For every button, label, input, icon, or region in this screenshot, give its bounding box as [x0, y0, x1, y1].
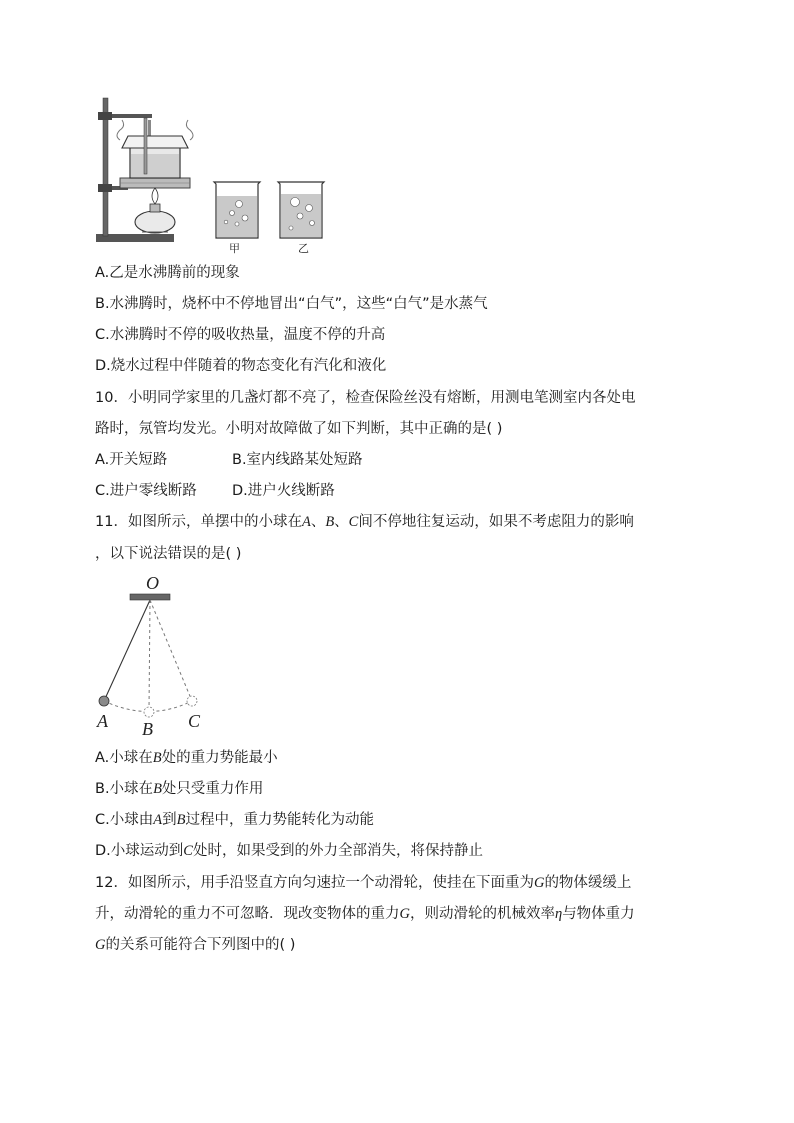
pendulum-ball-c [187, 696, 197, 706]
pendulum-label-b: B [142, 719, 153, 739]
q10-option-b: B.室内线路某处短路 [232, 452, 363, 468]
q12-stem-line2: 升，动滑轮的重力不可忽略．现改变物体的重力G，则动滑轮的机械效率η与物体重力 [95, 906, 635, 922]
pendulum-label-o: O [146, 573, 159, 593]
q10-option-a: A.开关短路 [95, 452, 168, 468]
q10-options-row2 [95, 481, 335, 501]
q10-option-c: C.进户零线断路 [95, 483, 197, 499]
alcohol-burner [135, 211, 175, 233]
q11-option-a: A.小球在B处的重力势能最小 [95, 750, 278, 766]
q10-options-row1 [95, 450, 363, 470]
pendulum-figure [92, 570, 222, 740]
q9-option-c: C.水沸腾时不停的吸收热量，温度不停的升高 [95, 327, 386, 343]
pendulum-ball-a [99, 696, 109, 706]
beaker-label-yi: 乙 [298, 242, 309, 255]
pendulum-label-c: C [188, 711, 201, 731]
pendulum-ball-b [144, 707, 154, 717]
q10-stem-line2: 路时，氖管均发光。小明对故障做了如下判断，其中正确的是( ) [95, 421, 503, 437]
q10-option-d: D.进户火线断路 [232, 483, 335, 499]
q9-option-a: A.乙是水沸腾前的现象 [95, 265, 240, 281]
beaker-label-jia: 甲 [229, 242, 240, 255]
q11-stem-line1: 11．如图所示，单摆中的小球在A、B、C间不停地往复运动，如果不考虑阻力的影响 [95, 514, 634, 530]
pendulum-support [130, 594, 170, 600]
q11-option-c: C.小球由A到B过程中，重力势能转化为动能 [95, 812, 374, 828]
q11-option-d: D.小球运动到C处时，如果受到的外力全部消失，将保持静止 [95, 843, 483, 859]
q12-stem-line3: G的关系可能符合下列图中的( ) [95, 937, 296, 953]
q9-option-b: B.水沸腾时，烧杯中不停地冒出“白气”，这些“白气”是水蒸气 [95, 296, 488, 312]
pendulum-label-a: A [97, 711, 108, 731]
q12-stem-line1: 12．如图所示，用手沿竖直方向匀速拉一个动滑轮，使挂在下面重为G的物体缓缓上 [95, 875, 632, 891]
q9-option-d: D.烧水过程中伴随着的物态变化有汽化和液化 [95, 358, 387, 374]
q11-stem-line2: ，以下说法错误的是( ) [95, 546, 242, 562]
boiling-experiment-figure [92, 92, 352, 257]
beaker-jia [214, 182, 260, 238]
q11-option-b: B.小球在B处只受重力作用 [95, 781, 264, 797]
beaker-yi [278, 182, 324, 238]
q10-stem-line1: 10．小明同学家里的几盏灯都不亮了，检查保险丝没有熔断，用测电笔测室内各处电 [95, 390, 636, 406]
